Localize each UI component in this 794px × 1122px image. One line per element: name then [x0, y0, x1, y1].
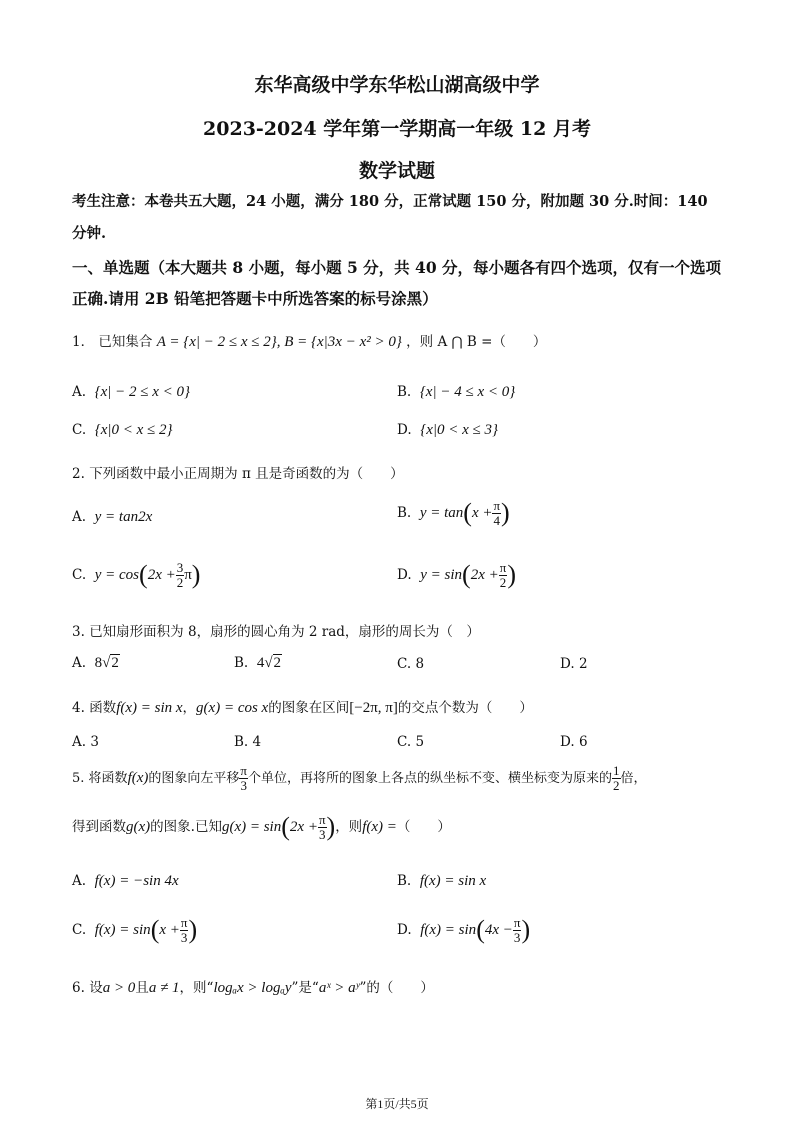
option-1c: C. {x|0 < x ≤ 2}	[72, 422, 173, 438]
question-text: 已知集合	[98, 334, 153, 350]
option-4a: A. 3	[72, 734, 99, 750]
question-1	[72, 330, 546, 351]
question-text: 下列函数中最小正周期为 π 且是奇函数的为（ ）	[89, 466, 404, 482]
question-4: 4. 函数f(x) = sin x，g(x) = cos x的图象在区间[−2π, π]的交点个数为（ ）	[72, 700, 533, 716]
question-text: 已知扇形面积为 8，扇形的圆心角为 2 rad，扇形的周长为（ ）	[89, 624, 480, 640]
question-5-line-1: 5. 将函数f(x)的图象向左平移 $\frac{\pi}{3}$ 个单位，再将所的图象上各点的纵坐标不变、横坐标变为原来的 $\frac{1}{2}$ 倍，	[72, 763, 647, 793]
question-5-line-2: 得到函数g(x)的图象.已知g(x) = sin(2x + $\frac{\pi}{3}$ )，则f(x) =（ ）	[72, 812, 451, 842]
option-1a: A. {x| − 2 ≤ x < 0}	[72, 384, 191, 400]
option-4d: D. 6	[560, 734, 588, 750]
option-2a: A. y = tan2x	[72, 509, 153, 525]
option-2d: D. y = sin(2x + $\frac{\pi}{2}$ )	[397, 560, 516, 590]
option-3d: D. 2	[560, 656, 588, 672]
option-5c: C. f(x) = sin(x + $\frac{\pi}{3}$ )	[72, 915, 198, 945]
option-5b: B. f(x) = sin x	[397, 873, 487, 889]
option-1d: D. {x|0 < x ≤ 3}	[397, 422, 499, 438]
section-1-heading-2: 正确.请用 2B 铅笔把答题卡中所选答案的标号涂黑）	[72, 289, 438, 308]
exam-title: 2023-2024 学年第一学期高一年级 12 月考	[203, 118, 591, 140]
question-text-end: ，则 A ⋂ B =（ ）	[406, 334, 547, 350]
option-3b: B. 4√2	[234, 655, 282, 671]
subject-title: 数学试题	[358, 160, 435, 182]
option-1b: B. {x| − 4 ≤ x < 0}	[397, 384, 516, 400]
question-number: 1．	[72, 334, 95, 350]
question-2: 2. 下列函数中最小正周期为 π 且是奇函数的为（ ）	[72, 466, 404, 482]
option-2c: C. y = cos(2x + $\frac{3}{2}$ π)	[72, 560, 201, 590]
question-6: 6. 设a > 0且a ≠ 1，则“logₐx > logₐy”是“aˣ > aʸ”的（ ）	[72, 980, 434, 996]
option-5a: A. f(x) = −sin 4x	[72, 873, 179, 889]
set-a-expression: A = {x| − 2 ≤ x ≤ 2}	[156, 334, 277, 350]
notice-line-1: 考生注意：本卷共五大题，24 小题，满分 180 分，正常试题 150 分，附加题 30 分.时间：140	[72, 193, 708, 210]
option-4c: C. 5	[397, 734, 425, 750]
option-4b: B. 4	[234, 734, 262, 750]
option-3a: A. 8√2	[72, 655, 119, 671]
option-2b: B. y = tan(x + $\frac{\pi}{4}$ )	[397, 498, 510, 528]
set-b-expression: , B = {x|3x − x² > 0}	[276, 334, 402, 350]
section-1-heading: 一、单选题（本大题共 8 小题，每小题 5 分，共 40 分，每小题各有四个选项，仅有一个选项	[72, 258, 722, 277]
question-3: 3. 已知扇形面积为 8，扇形的圆心角为 2 rad，扇形的周长为（ ）	[72, 624, 480, 640]
option-3c: C. 8	[397, 656, 425, 672]
school-title: 东华高级中学东华松山湖高级中学	[254, 74, 540, 96]
option-5d: D. f(x) = sin(4x − $\frac{\pi}{3}$ )	[397, 915, 531, 945]
notice-line-2: 分钟.	[72, 225, 107, 242]
page-footer: 第1页/共5页	[365, 1097, 429, 1111]
